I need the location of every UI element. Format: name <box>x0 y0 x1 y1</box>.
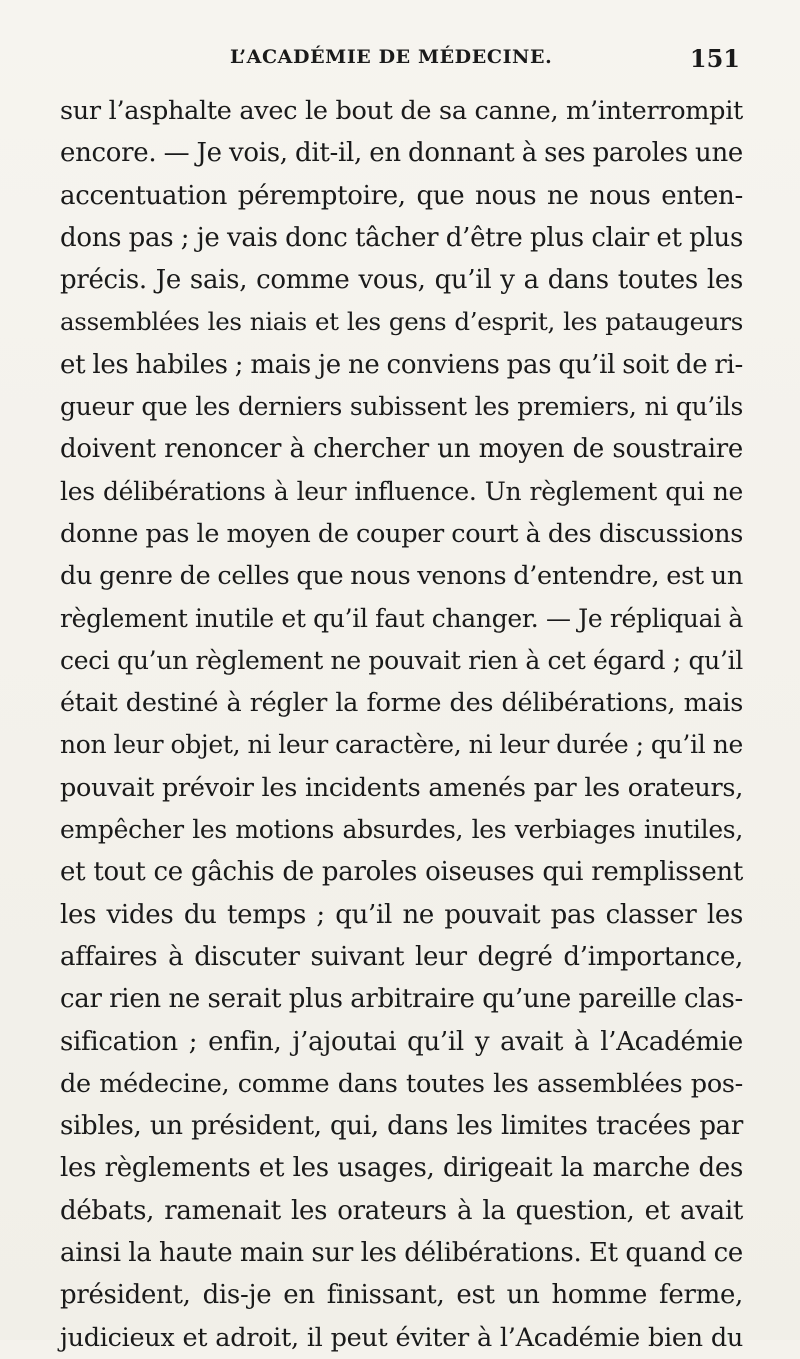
text-line: pouvait prévoir les incidents amenés par les orateurs, <box>60 772 743 803</box>
text-line: dons pas ; je vais donc tâcher d’être plus clair et plus <box>60 222 743 253</box>
running-title: L’ACADÉMIE DE MÉDECINE. <box>230 46 553 68</box>
text-line: assemblées les niais et les gens d’esprit, les pataugeurs <box>60 307 743 337</box>
running-head <box>60 40 740 80</box>
text-line: car rien ne serait plus arbitraire qu’une pareille clas- <box>60 984 743 1015</box>
text-line: encore. — Je vois, dit-il, en donnant à ses paroles une <box>60 138 743 169</box>
text-line: règlement inutile et qu’il faut changer. — Je répliquai à <box>60 603 743 633</box>
text-line: sibles, un président, qui, dans les limites tracées par <box>60 1111 743 1142</box>
text-line: ceci qu’un règlement ne pouvait rien à cet égard ; qu’il <box>60 645 743 675</box>
text-line: les règlements et les usages, dirigeait la marche des <box>60 1153 743 1184</box>
text-line: donne pas le moyen de couper court à des discussions <box>60 518 743 549</box>
text-line: ainsi la haute main sur les délibérations. Et quand ce <box>60 1238 743 1269</box>
text-line: précis. Je sais, comme vous, qu’il y a dans toutes les <box>60 265 743 296</box>
text-line: les vides du temps ; qu’il ne pouvait pas classer les <box>60 899 743 930</box>
text-line: sur l’asphalte avec le bout de sa canne, m’interrompit <box>60 96 743 126</box>
text-line: du genre de celles que nous venons d’entendre, est un <box>60 561 743 592</box>
text-line: les délibérations à leur influence. Un règlement qui ne <box>60 476 743 506</box>
text-line: accentuation péremptoire, que nous ne nous enten- <box>60 180 743 211</box>
page-number: 151 <box>689 44 740 73</box>
text-line: et les habiles ; mais je ne conviens pas qu’il soit de ri- <box>60 349 743 380</box>
text-line: et tout ce gâchis de paroles oiseuses qui remplissent <box>60 857 743 888</box>
text-line: sification ; enfin, j’ajoutai qu’il y avait à l’Académie <box>60 1026 743 1057</box>
text-line: débats, ramenait les orateurs à la question, et avait <box>60 1195 743 1226</box>
text-line: président, dis-je en finissant, est un homme ferme, <box>60 1280 743 1311</box>
text-line: affaires à discuter suivant leur degré d’importance, <box>60 941 743 972</box>
text-line: de médecine, comme dans toutes les assemblées pos- <box>60 1068 743 1099</box>
text-line: doivent renoncer à chercher un moyen de soustraire <box>60 434 743 465</box>
body-text <box>60 90 743 1359</box>
text-line: était destiné à régler la forme des délibérations, mais <box>60 688 743 719</box>
text-line: gueur que les derniers subissent les premiers, ni qu’ils <box>60 392 743 422</box>
text-line: judicieux et adroit, il peut éviter à l’Académie bien du <box>60 1322 743 1353</box>
text-line: empêcher les motions absurdes, les verbiages inutiles, <box>60 815 743 845</box>
text-line: non leur objet, ni leur caractère, ni leur durée ; qu’il ne <box>60 730 743 760</box>
